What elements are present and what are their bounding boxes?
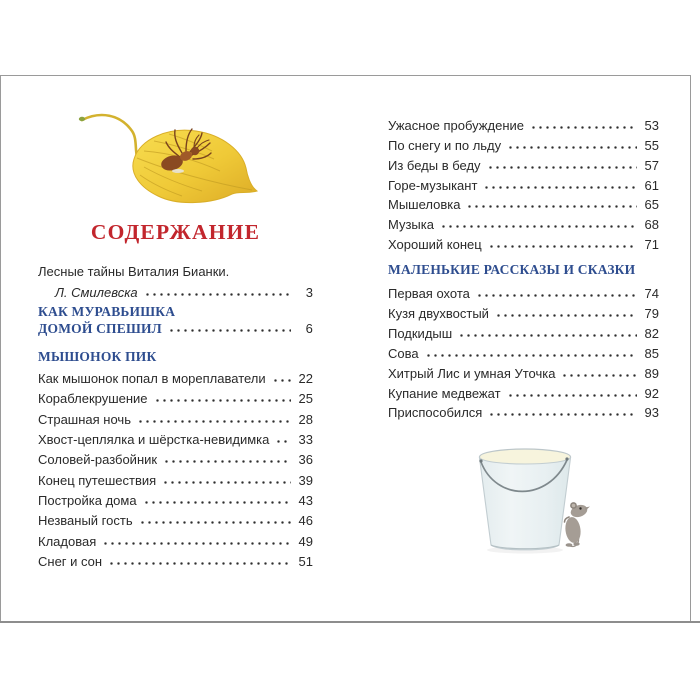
dot-leader <box>162 481 291 484</box>
toc-entry-page: 25 <box>298 391 313 407</box>
toc-entry-label: Горе-музыкант <box>388 177 478 193</box>
toc-entry-page: 36 <box>298 452 313 468</box>
toc-entry-page: 93 <box>644 405 659 421</box>
toc-entry-label: Подкидыш <box>388 325 453 341</box>
toc-row <box>388 301 659 321</box>
toc-right-column <box>388 113 659 420</box>
dot-leader <box>154 399 291 402</box>
toc-entry-page: 65 <box>644 197 659 213</box>
toc-entry-page: 89 <box>644 365 659 381</box>
section-heading-ant <box>38 303 313 336</box>
toc-entry-page: 22 <box>298 370 313 386</box>
dot-leader <box>275 440 291 443</box>
toc-entry-label: Соловей-разбойник <box>38 452 158 468</box>
dot-leader <box>272 379 291 382</box>
toc-left-entries <box>38 366 313 569</box>
toc-entry-page: 3 <box>305 284 313 300</box>
mouse-body <box>564 516 582 544</box>
dot-leader <box>168 329 291 332</box>
dot-leader <box>530 126 637 129</box>
toc-entry-page: 55 <box>644 137 659 153</box>
toc-row <box>388 133 659 153</box>
bucket-body <box>480 458 571 550</box>
handle-attachment-left <box>479 459 482 462</box>
section-heading-stories <box>388 262 659 278</box>
toc-row <box>388 113 659 133</box>
contents-title: СОДЕРЖАНИЕ <box>90 220 261 244</box>
toc-right-entries-bottom <box>388 281 659 420</box>
toc-row <box>388 193 659 213</box>
section-heading-mouse <box>38 349 313 365</box>
mouse-eye <box>579 507 581 509</box>
dot-leader <box>143 501 291 504</box>
toc-row <box>388 361 659 381</box>
intro-line-1 <box>38 259 313 279</box>
dot-leader <box>495 314 637 317</box>
toc-row <box>388 341 659 361</box>
mouse-foot-left <box>566 543 573 547</box>
toc-entry-page: 85 <box>644 345 659 361</box>
toc-entry-label: Музыка <box>388 217 434 233</box>
toc-row <box>38 488 313 508</box>
dot-leader <box>466 205 637 208</box>
dot-leader <box>440 225 637 228</box>
toc-entry-page: 28 <box>298 411 313 427</box>
toc-entry-page: 49 <box>298 533 313 549</box>
mouse-ear-inner <box>572 504 576 508</box>
toc-entry-label: Кузя двухвостый <box>388 306 489 322</box>
book-contents-page <box>0 75 691 622</box>
toc-row <box>388 321 659 341</box>
toc-row <box>38 427 313 447</box>
toc-row <box>388 381 659 401</box>
section-heading-text: МАЛЕНЬКИЕ РАССКАЗЫ И СКАЗКИ <box>388 262 636 278</box>
intro-author: Л. Смилевска <box>55 284 138 300</box>
toc-entry-label: Из беды в беду <box>388 157 481 173</box>
toc-entry-page: 71 <box>644 237 659 253</box>
toc-row <box>388 212 659 232</box>
toc-entry-label: Кораблекрушение <box>38 391 148 407</box>
toc-entry-page: 53 <box>644 117 659 133</box>
toc-entry-label: Купание медвежат <box>388 385 501 401</box>
mouse-illustration <box>564 502 590 547</box>
dot-leader <box>102 542 291 545</box>
dot-leader <box>108 562 291 565</box>
toc-entry-page: 61 <box>644 177 659 193</box>
toc-entry-label: Мышеловка <box>388 197 461 213</box>
toc-entry-page: 46 <box>298 513 313 529</box>
toc-row <box>38 528 313 548</box>
intro-line-2 <box>38 279 313 299</box>
section-heading-text: КАК МУРАВЬИШКА <box>38 304 176 320</box>
toc-entry-label: Первая охота <box>388 286 470 302</box>
toc-row <box>38 508 313 528</box>
toc-entry-label: Ужасное пробуждение <box>388 117 524 133</box>
toc-row <box>38 467 313 487</box>
dot-leader <box>561 374 637 377</box>
dot-leader <box>425 354 637 357</box>
toc-entry-page: 79 <box>644 306 659 322</box>
dot-leader <box>487 166 637 169</box>
leaf-stem <box>82 115 137 157</box>
toc-entry-page: 74 <box>644 286 659 302</box>
toc-entry-label: Сова <box>388 345 419 361</box>
ant-highlight <box>172 169 184 173</box>
leaf-with-ant-illustration <box>74 101 266 219</box>
toc-row <box>388 173 659 193</box>
toc-entry-label: Кладовая <box>38 533 97 549</box>
toc-entry-page: 57 <box>644 157 659 173</box>
toc-row <box>38 447 313 467</box>
section-heading-text: МЫШОНОК ПИК <box>38 348 157 364</box>
dot-leader <box>507 146 637 149</box>
dot-leader <box>476 294 637 297</box>
ant-head <box>191 147 199 155</box>
toc-entry-page: 92 <box>644 385 659 401</box>
toc-row <box>388 153 659 173</box>
toc-row <box>38 406 313 426</box>
toc-row <box>388 232 659 252</box>
toc-row <box>38 386 313 406</box>
dot-leader <box>488 413 637 416</box>
section-heading-line-2 <box>38 319 313 336</box>
dot-leader <box>483 186 637 189</box>
dot-leader <box>139 521 291 524</box>
toc-entry-label: Незваный гость <box>38 513 133 529</box>
handle-attachment-right <box>565 457 568 460</box>
dot-leader <box>137 420 291 423</box>
toc-entry-label: Хвост-цеплялка и шёрстка-невидимка <box>38 431 270 447</box>
toc-entry-label: Как мышонок попал в мореплаватели <box>38 370 266 386</box>
dot-leader <box>507 394 637 397</box>
dot-leader <box>144 293 291 296</box>
toc-entry-page: 51 <box>298 554 313 570</box>
bucket-with-mouse-illustration <box>466 444 601 569</box>
toc-right-entries-top <box>388 113 659 252</box>
toc-entry-label: Страшная ночь <box>38 411 131 427</box>
toc-entry-label: Постройка дома <box>38 493 137 508</box>
toc-row <box>388 401 659 421</box>
toc-entry-page: 82 <box>644 325 659 341</box>
toc-entry-label: Приспособился <box>388 405 483 421</box>
toc-entry-label: По снегу и по льду <box>388 137 502 153</box>
toc-entry-label: Хитрый Лис и умная Уточка <box>388 365 556 381</box>
page-bottom-edge <box>0 621 700 623</box>
toc-entry-page: 6 <box>305 320 313 336</box>
section-heading-line-1 <box>38 303 313 320</box>
toc-left-column <box>38 259 313 569</box>
toc-entry-page: 43 <box>298 493 313 508</box>
intro-text: Лесные тайны Виталия Бианки. <box>38 264 230 280</box>
toc-entry-label: Хороший конец <box>388 237 482 253</box>
section-heading-text: ДОМОЙ СПЕШИЛ <box>38 320 162 336</box>
toc-entry-label: Конец путешествия <box>38 472 157 488</box>
toc-entry-page: 39 <box>298 472 313 488</box>
toc-entry-label: Снег и сон <box>38 554 103 570</box>
toc-row <box>38 549 313 569</box>
dot-leader <box>163 460 291 463</box>
stem-tip <box>79 117 85 121</box>
dot-leader <box>488 245 637 248</box>
toc-row <box>38 366 313 386</box>
toc-entry-page: 68 <box>644 217 659 233</box>
dot-leader <box>458 334 637 337</box>
toc-row <box>388 281 659 301</box>
toc-entry-page: 33 <box>298 431 313 447</box>
mouse-foot-right <box>573 542 579 545</box>
